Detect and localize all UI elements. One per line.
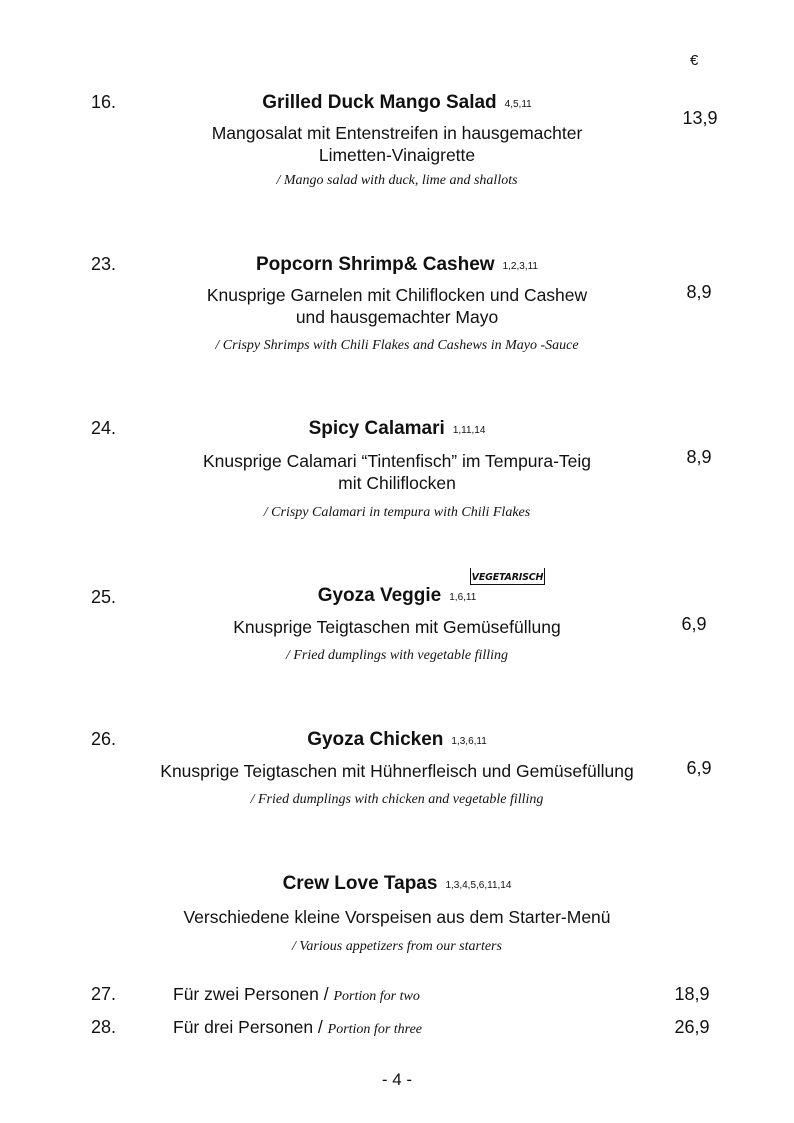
tapas-title: Crew Love Tapas [282, 873, 438, 894]
tapas-english-description: / Various appetizers from our starters [292, 939, 502, 954]
item-number: 23. [91, 254, 117, 274]
item-description [130, 284, 664, 328]
item-number: 26. [91, 729, 117, 749]
item-title: Grilled Duck Mango Salad [262, 92, 497, 113]
item-number: 28. [91, 1017, 117, 1037]
item-price: 6,9 [681, 614, 707, 634]
item-price: 8,9 [686, 282, 712, 302]
item-description [130, 616, 664, 638]
item-description [130, 122, 664, 166]
tapas-allergens: 1,3,4,5,6,11,14 [445, 880, 512, 891]
item-allergens: 1,2,3,11 [502, 261, 538, 272]
item-description-line: Knusprige Teigtaschen mit Hühnerfleisch und Gemüsefüllung [160, 761, 634, 781]
item-description-line: Limetten-Vinaigrette [318, 145, 476, 165]
option-label-en: Portion for three [327, 1022, 423, 1037]
item-allergens: 1,3,6,11 [451, 736, 487, 747]
item-english-description: / Crispy Shrimps with Chili Flakes and Cashews in Mayo -Sauce [215, 338, 579, 353]
item-allergens: 1,11,14 [452, 425, 486, 436]
tapas-description: Verschiedene kleine Vorspeisen aus dem Starter-Menü [183, 907, 611, 927]
item-title: Spicy Calamari [308, 418, 445, 439]
item-price: 13,9 [682, 108, 718, 128]
item-english-description: / Fried dumplings with vegetable filling [285, 648, 509, 663]
item-title-line [0, 254, 794, 276]
option-label-de: Für zwei Personen / [173, 984, 334, 1004]
page-number: - 4 - [381, 1070, 413, 1089]
option-label [173, 984, 420, 1005]
item-description-line: und hausgemachter Mayo [295, 307, 499, 327]
item-allergens: 1,6,11 [449, 592, 477, 603]
item-price: 6,9 [686, 758, 712, 778]
item-description-line: Mangosalat mit Entenstreifen in hausgemachter [211, 123, 583, 143]
item-number: 24. [91, 418, 117, 438]
option-label-de: Für drei Personen / [173, 1017, 328, 1037]
item-title-line [0, 729, 794, 751]
item-title-line [0, 418, 794, 440]
item-number: 16. [91, 92, 117, 112]
item-title-line [0, 585, 794, 607]
item-title: Popcorn Shrimp& Cashew [255, 254, 495, 275]
item-price: 26,9 [674, 1017, 710, 1037]
item-title: Gyoza Chicken [307, 729, 444, 750]
item-allergens: 4,5,11 [504, 99, 532, 110]
option-label [173, 1017, 422, 1038]
vegetarian-badge: VEGETARISCH [470, 568, 545, 585]
item-english-description: / Crispy Calamari in tempura with Chili Flakes [263, 505, 531, 520]
item-description-line: Knusprige Garnelen mit Chiliflocken und Cashew [206, 285, 588, 305]
item-description-line: mit Chiliflocken [338, 473, 456, 493]
item-description-line: Knusprige Calamari “Tintenfisch” im Tempura-Teig [202, 451, 592, 471]
item-title: Gyoza Veggie [317, 585, 442, 606]
item-price: 8,9 [686, 447, 712, 467]
item-english-description: / Fried dumplings with chicken and vegetable filling [250, 792, 544, 807]
currency-header: € [690, 52, 699, 69]
item-english-description: / Mango salad with duck, lime and shallots [276, 173, 518, 188]
item-description [130, 450, 664, 494]
item-description-line: Knusprige Teigtaschen mit Gemüsefüllung [233, 617, 561, 637]
item-description [100, 760, 694, 782]
option-label-en: Portion for two [333, 989, 420, 1004]
item-number: 25. [91, 587, 117, 607]
item-price: 18,9 [674, 984, 710, 1004]
tapas-title-line [0, 873, 794, 895]
item-number: 27. [91, 984, 117, 1004]
